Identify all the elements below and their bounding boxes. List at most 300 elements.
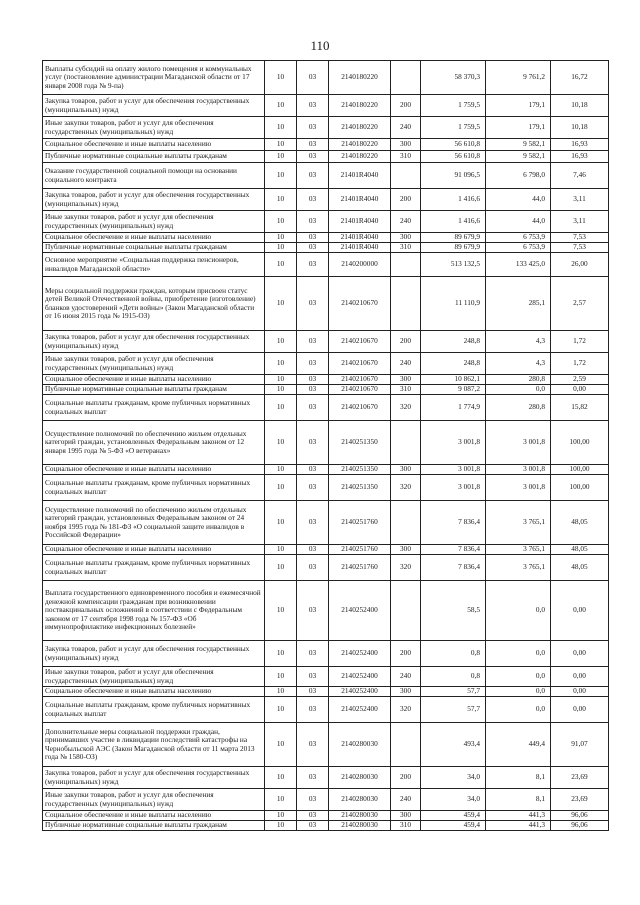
row-expense-type-code: 240 bbox=[391, 667, 421, 687]
table-row bbox=[43, 821, 609, 831]
row-planned-amount: 10 862,1 bbox=[421, 375, 486, 385]
row-expense-type-code bbox=[391, 163, 421, 189]
row-expense-type-code: 240 bbox=[391, 789, 421, 811]
row-section-code: 10 bbox=[265, 555, 297, 581]
row-description: Оказание государственной социальной помощи на основании социального контракта bbox=[43, 163, 265, 189]
row-section-code: 10 bbox=[265, 501, 297, 545]
row-actual-amount: 179,1 bbox=[486, 95, 551, 117]
row-description: Социальные выплаты гражданам, кроме публичных нормативных социальных выплат bbox=[43, 555, 265, 581]
row-planned-amount: 1 759,5 bbox=[421, 95, 486, 117]
row-planned-amount: 493,4 bbox=[421, 723, 486, 767]
row-actual-amount: 280,8 bbox=[486, 375, 551, 385]
row-expense-type-code: 240 bbox=[391, 211, 421, 233]
row-actual-amount: 4,3 bbox=[486, 353, 551, 375]
row-subsection-code: 03 bbox=[297, 61, 329, 95]
row-target-article-code: 2140180220 bbox=[329, 95, 391, 117]
row-actual-amount: 8,1 bbox=[486, 767, 551, 789]
row-target-article-code: 2140252400 bbox=[329, 687, 391, 697]
table-row bbox=[43, 465, 609, 475]
row-target-article-code: 2140252400 bbox=[329, 581, 391, 641]
row-execution-percent: 16,93 bbox=[551, 151, 609, 163]
row-target-article-code: 2140210670 bbox=[329, 353, 391, 375]
table-row bbox=[43, 641, 609, 667]
row-execution-percent: 0,00 bbox=[551, 667, 609, 687]
table-row bbox=[43, 723, 609, 767]
row-target-article-code: 2140280030 bbox=[329, 767, 391, 789]
row-expense-type-code: 320 bbox=[391, 555, 421, 581]
row-target-article-code: 2140200000 bbox=[329, 253, 391, 277]
row-execution-percent: 2,59 bbox=[551, 375, 609, 385]
row-target-article-code: 2140280030 bbox=[329, 723, 391, 767]
row-planned-amount: 7 836,4 bbox=[421, 545, 486, 555]
row-section-code: 10 bbox=[265, 253, 297, 277]
row-section-code: 10 bbox=[265, 545, 297, 555]
row-actual-amount: 0,0 bbox=[486, 667, 551, 687]
row-planned-amount: 459,4 bbox=[421, 821, 486, 831]
row-actual-amount: 3 001,8 bbox=[486, 475, 551, 501]
row-planned-amount: 57,7 bbox=[421, 697, 486, 723]
row-target-article-code: 2140210670 bbox=[329, 277, 391, 331]
row-subsection-code: 03 bbox=[297, 723, 329, 767]
row-planned-amount: 7 836,4 bbox=[421, 555, 486, 581]
row-subsection-code: 03 bbox=[297, 233, 329, 243]
row-subsection-code: 03 bbox=[297, 151, 329, 163]
table-row bbox=[43, 95, 609, 117]
row-description: Закупка товаров, работ и услуг для обеспечения государственных (муниципальных) нужд bbox=[43, 189, 265, 211]
row-execution-percent: 3,11 bbox=[551, 211, 609, 233]
row-planned-amount: 58,5 bbox=[421, 581, 486, 641]
row-expense-type-code: 200 bbox=[391, 189, 421, 211]
row-execution-percent: 3,11 bbox=[551, 189, 609, 211]
row-target-article-code: 2140280030 bbox=[329, 811, 391, 821]
row-subsection-code: 03 bbox=[297, 211, 329, 233]
row-execution-percent: 16,72 bbox=[551, 61, 609, 95]
row-subsection-code: 03 bbox=[297, 353, 329, 375]
budget-table-body bbox=[43, 61, 609, 831]
row-section-code: 10 bbox=[265, 61, 297, 95]
row-expense-type-code bbox=[391, 421, 421, 465]
row-execution-percent: 0,00 bbox=[551, 641, 609, 667]
row-actual-amount: 449,4 bbox=[486, 723, 551, 767]
row-description: Социальное обеспечение и иные выплаты населению bbox=[43, 811, 265, 821]
table-row bbox=[43, 697, 609, 723]
row-execution-percent: 7,46 bbox=[551, 163, 609, 189]
row-description: Меры социальной поддержки граждан, которым присвоен статус детей Великой Отечественной войны, приобретение (изготовление) бланков удостоверений «Дети войны» (Закон Магаданской области от 16 июня 2015 года № 1915-ОЗ) bbox=[43, 277, 265, 331]
row-subsection-code: 03 bbox=[297, 395, 329, 421]
table-row bbox=[43, 253, 609, 277]
row-subsection-code: 03 bbox=[297, 581, 329, 641]
row-target-article-code: 2140251760 bbox=[329, 501, 391, 545]
row-planned-amount: 34,0 bbox=[421, 789, 486, 811]
row-execution-percent: 96,06 bbox=[551, 811, 609, 821]
row-execution-percent: 2,57 bbox=[551, 277, 609, 331]
row-planned-amount: 1 774,9 bbox=[421, 395, 486, 421]
row-description: Публичные нормативные социальные выплаты гражданам bbox=[43, 243, 265, 253]
row-expense-type-code: 300 bbox=[391, 811, 421, 821]
row-execution-percent: 23,69 bbox=[551, 789, 609, 811]
row-description: Социальное обеспечение и иные выплаты населению bbox=[43, 375, 265, 385]
row-target-article-code: 2140180220 bbox=[329, 151, 391, 163]
row-section-code: 10 bbox=[265, 385, 297, 395]
row-target-article-code: 2140251350 bbox=[329, 421, 391, 465]
row-description: Социальное обеспечение и иные выплаты населению bbox=[43, 687, 265, 697]
row-section-code: 10 bbox=[265, 117, 297, 139]
row-subsection-code: 03 bbox=[297, 821, 329, 831]
row-section-code: 10 bbox=[265, 163, 297, 189]
row-description: Иные закупки товаров, работ и услуг для обеспечения государственных (муниципальных) нужд bbox=[43, 211, 265, 233]
page-number: 110 bbox=[310, 38, 330, 53]
row-expense-type-code bbox=[391, 61, 421, 95]
table-row bbox=[43, 189, 609, 211]
row-target-article-code: 2140180220 bbox=[329, 139, 391, 151]
row-subsection-code: 03 bbox=[297, 697, 329, 723]
row-planned-amount: 513 132,5 bbox=[421, 253, 486, 277]
table-row bbox=[43, 211, 609, 233]
table-row bbox=[43, 331, 609, 353]
row-planned-amount: 9 087,2 bbox=[421, 385, 486, 395]
row-description: Закупка товаров, работ и услуг для обеспечения государственных (муниципальных) нужд bbox=[43, 331, 265, 353]
table-row bbox=[43, 163, 609, 189]
table-row bbox=[43, 233, 609, 243]
budget-table bbox=[42, 60, 609, 831]
row-expense-type-code: 200 bbox=[391, 641, 421, 667]
row-actual-amount: 6 753,9 bbox=[486, 233, 551, 243]
row-description: Осуществление полномочий по обеспечению жильем отдельных категорий граждан, установленных Федеральным законом от 12 января 1995 года № 5-ФЗ «О ветеранах» bbox=[43, 421, 265, 465]
row-description: Социальные выплаты гражданам, кроме публичных нормативных социальных выплат bbox=[43, 697, 265, 723]
row-section-code: 10 bbox=[265, 277, 297, 331]
row-expense-type-code bbox=[391, 501, 421, 545]
row-actual-amount: 0,0 bbox=[486, 385, 551, 395]
table-row bbox=[43, 555, 609, 581]
row-subsection-code: 03 bbox=[297, 331, 329, 353]
row-planned-amount: 0,8 bbox=[421, 641, 486, 667]
row-execution-percent: 23,69 bbox=[551, 767, 609, 789]
row-subsection-code: 03 bbox=[297, 789, 329, 811]
row-actual-amount: 0,0 bbox=[486, 687, 551, 697]
table-row bbox=[43, 789, 609, 811]
row-expense-type-code bbox=[391, 723, 421, 767]
row-planned-amount: 1 416,6 bbox=[421, 211, 486, 233]
row-execution-percent: 16,93 bbox=[551, 139, 609, 151]
row-description: Публичные нормативные социальные выплаты гражданам bbox=[43, 151, 265, 163]
row-target-article-code: 2140280030 bbox=[329, 821, 391, 831]
row-subsection-code: 03 bbox=[297, 501, 329, 545]
row-section-code: 10 bbox=[265, 375, 297, 385]
row-expense-type-code: 300 bbox=[391, 687, 421, 697]
row-expense-type-code: 300 bbox=[391, 375, 421, 385]
row-planned-amount: 91 096,5 bbox=[421, 163, 486, 189]
row-planned-amount: 3 001,8 bbox=[421, 421, 486, 465]
row-target-article-code: 21401R4040 bbox=[329, 189, 391, 211]
row-target-article-code: 2140180220 bbox=[329, 61, 391, 95]
row-planned-amount: 7 836,4 bbox=[421, 501, 486, 545]
row-expense-type-code: 200 bbox=[391, 95, 421, 117]
row-execution-percent: 10,18 bbox=[551, 95, 609, 117]
row-section-code: 10 bbox=[265, 581, 297, 641]
row-actual-amount: 9 582,1 bbox=[486, 151, 551, 163]
row-expense-type-code: 310 bbox=[391, 151, 421, 163]
row-actual-amount: 6 753,9 bbox=[486, 243, 551, 253]
row-planned-amount: 459,4 bbox=[421, 811, 486, 821]
row-description: Публичные нормативные социальные выплаты гражданам bbox=[43, 385, 265, 395]
row-execution-percent: 100,00 bbox=[551, 475, 609, 501]
row-target-article-code: 2140210670 bbox=[329, 385, 391, 395]
row-target-article-code: 21401R4040 bbox=[329, 243, 391, 253]
row-execution-percent: 0,00 bbox=[551, 385, 609, 395]
row-target-article-code: 2140251760 bbox=[329, 545, 391, 555]
row-actual-amount: 0,0 bbox=[486, 641, 551, 667]
row-actual-amount: 280,8 bbox=[486, 395, 551, 421]
row-execution-percent: 48,05 bbox=[551, 545, 609, 555]
row-subsection-code: 03 bbox=[297, 687, 329, 697]
row-description: Осуществление полномочий по обеспечению жильем отдельных категорий граждан, установленных Федеральным законом от 24 ноября 1995 года № 181-ФЗ «О социальной защите инвалидов в Российской Федерации» bbox=[43, 501, 265, 545]
row-section-code: 10 bbox=[265, 821, 297, 831]
row-section-code: 10 bbox=[265, 353, 297, 375]
row-description: Иные закупки товаров, работ и услуг для обеспечения государственных (муниципальных) нужд bbox=[43, 789, 265, 811]
row-actual-amount: 3 765,1 bbox=[486, 545, 551, 555]
row-execution-percent: 91,07 bbox=[551, 723, 609, 767]
row-actual-amount: 133 425,0 bbox=[486, 253, 551, 277]
row-description: Иные закупки товаров, работ и услуг для обеспечения государственных (муниципальных) нужд bbox=[43, 353, 265, 375]
row-expense-type-code: 300 bbox=[391, 545, 421, 555]
row-description: Закупка товаров, работ и услуг для обеспечения государственных (муниципальных) нужд bbox=[43, 767, 265, 789]
row-section-code: 10 bbox=[265, 331, 297, 353]
row-planned-amount: 56 610,8 bbox=[421, 151, 486, 163]
row-execution-percent: 7,53 bbox=[551, 243, 609, 253]
row-description: Выплаты субсидий на оплату жилого помещения и коммунальных услуг (постановление администрации Магаданской области от 17 января 2008 года № 9-па) bbox=[43, 61, 265, 95]
table-row bbox=[43, 667, 609, 687]
row-target-article-code: 2140251350 bbox=[329, 465, 391, 475]
row-actual-amount: 0,0 bbox=[486, 697, 551, 723]
row-subsection-code: 03 bbox=[297, 163, 329, 189]
table-row bbox=[43, 581, 609, 641]
row-section-code: 10 bbox=[265, 811, 297, 821]
row-planned-amount: 1 759,5 bbox=[421, 117, 486, 139]
row-planned-amount: 1 416,6 bbox=[421, 189, 486, 211]
table-row bbox=[43, 475, 609, 501]
row-subsection-code: 03 bbox=[297, 667, 329, 687]
row-section-code: 10 bbox=[265, 697, 297, 723]
row-actual-amount: 3 765,1 bbox=[486, 555, 551, 581]
row-subsection-code: 03 bbox=[297, 253, 329, 277]
row-subsection-code: 03 bbox=[297, 545, 329, 555]
row-planned-amount: 3 001,8 bbox=[421, 475, 486, 501]
table-row bbox=[43, 117, 609, 139]
row-section-code: 10 bbox=[265, 475, 297, 501]
table-row bbox=[43, 687, 609, 697]
row-section-code: 10 bbox=[265, 421, 297, 465]
row-subsection-code: 03 bbox=[297, 811, 329, 821]
row-execution-percent: 1,72 bbox=[551, 331, 609, 353]
row-planned-amount: 3 001,8 bbox=[421, 465, 486, 475]
row-description: Социальное обеспечение и иные выплаты населению bbox=[43, 233, 265, 243]
row-actual-amount: 285,1 bbox=[486, 277, 551, 331]
row-expense-type-code: 200 bbox=[391, 767, 421, 789]
row-target-article-code: 2140210670 bbox=[329, 395, 391, 421]
row-subsection-code: 03 bbox=[297, 139, 329, 151]
table-row bbox=[43, 421, 609, 465]
row-description: Основное мероприятие «Социальная поддержка пенсионеров, инвалидов Магаданской области» bbox=[43, 253, 265, 277]
row-planned-amount: 11 110,9 bbox=[421, 277, 486, 331]
row-target-article-code: 2140252400 bbox=[329, 641, 391, 667]
row-execution-percent: 0,00 bbox=[551, 581, 609, 641]
row-expense-type-code: 320 bbox=[391, 475, 421, 501]
row-description: Социальные выплаты гражданам, кроме публичных нормативных социальных выплат bbox=[43, 475, 265, 501]
table-row bbox=[43, 767, 609, 789]
row-expense-type-code: 240 bbox=[391, 353, 421, 375]
table-row bbox=[43, 243, 609, 253]
row-planned-amount: 56 610,8 bbox=[421, 139, 486, 151]
table-row bbox=[43, 385, 609, 395]
row-subsection-code: 03 bbox=[297, 277, 329, 331]
row-section-code: 10 bbox=[265, 789, 297, 811]
row-section-code: 10 bbox=[265, 139, 297, 151]
row-expense-type-code bbox=[391, 253, 421, 277]
row-target-article-code: 2140210670 bbox=[329, 331, 391, 353]
row-planned-amount: 89 679,9 bbox=[421, 233, 486, 243]
row-subsection-code: 03 bbox=[297, 475, 329, 501]
row-planned-amount: 34,0 bbox=[421, 767, 486, 789]
row-section-code: 10 bbox=[265, 243, 297, 253]
row-description: Социальное обеспечение и иные выплаты населению bbox=[43, 545, 265, 555]
table-row bbox=[43, 353, 609, 375]
row-subsection-code: 03 bbox=[297, 465, 329, 475]
row-actual-amount: 9 761,2 bbox=[486, 61, 551, 95]
row-section-code: 10 bbox=[265, 211, 297, 233]
row-target-article-code: 21401R4040 bbox=[329, 163, 391, 189]
row-actual-amount: 8,1 bbox=[486, 789, 551, 811]
row-description: Социальное обеспечение и иные выплаты населению bbox=[43, 465, 265, 475]
row-target-article-code: 2140251350 bbox=[329, 475, 391, 501]
row-execution-percent: 10,18 bbox=[551, 117, 609, 139]
row-description: Иные закупки товаров, работ и услуг для обеспечения государственных (муниципальных) нужд bbox=[43, 667, 265, 687]
row-execution-percent: 0,00 bbox=[551, 697, 609, 723]
row-target-article-code: 2140180220 bbox=[329, 117, 391, 139]
row-description: Социальные выплаты гражданам, кроме публичных нормативных социальных выплат bbox=[43, 395, 265, 421]
row-subsection-code: 03 bbox=[297, 189, 329, 211]
row-target-article-code: 2140252400 bbox=[329, 667, 391, 687]
row-execution-percent: 96,06 bbox=[551, 821, 609, 831]
row-description: Публичные нормативные социальные выплаты гражданам bbox=[43, 821, 265, 831]
row-expense-type-code: 300 bbox=[391, 139, 421, 151]
row-section-code: 10 bbox=[265, 233, 297, 243]
row-section-code: 10 bbox=[265, 687, 297, 697]
row-actual-amount: 3 001,8 bbox=[486, 465, 551, 475]
row-actual-amount: 3 001,8 bbox=[486, 421, 551, 465]
row-description: Дополнительные меры социальной поддержки граждан, принимавших участие в ликвидации последствий катастрофы на Чернобыльской АЭС (Закон Магаданской области от 11 марта 2013 года № 1580-ОЗ) bbox=[43, 723, 265, 767]
row-description: Социальное обеспечение и иные выплаты населению bbox=[43, 139, 265, 151]
row-expense-type-code: 310 bbox=[391, 243, 421, 253]
row-expense-type-code: 320 bbox=[391, 697, 421, 723]
row-subsection-code: 03 bbox=[297, 95, 329, 117]
table-row bbox=[43, 811, 609, 821]
row-actual-amount: 441,3 bbox=[486, 821, 551, 831]
row-section-code: 10 bbox=[265, 667, 297, 687]
table-row bbox=[43, 395, 609, 421]
row-expense-type-code: 320 bbox=[391, 395, 421, 421]
row-actual-amount: 4,3 bbox=[486, 331, 551, 353]
row-section-code: 10 bbox=[265, 641, 297, 667]
row-execution-percent: 48,05 bbox=[551, 501, 609, 545]
row-subsection-code: 03 bbox=[297, 385, 329, 395]
row-subsection-code: 03 bbox=[297, 375, 329, 385]
row-execution-percent: 100,00 bbox=[551, 421, 609, 465]
row-planned-amount: 0,8 bbox=[421, 667, 486, 687]
row-actual-amount: 44,0 bbox=[486, 189, 551, 211]
row-section-code: 10 bbox=[265, 465, 297, 475]
row-planned-amount: 57,7 bbox=[421, 687, 486, 697]
row-subsection-code: 03 bbox=[297, 641, 329, 667]
table-row bbox=[43, 277, 609, 331]
row-actual-amount: 441,3 bbox=[486, 811, 551, 821]
row-description: Выплата государственного единовременного пособия и ежемесячной денежной компенсации гражданам при возникновении поствакцинальных осложнений в соответствии с Федеральным законом от 17 сентября 1998 года № 157-ФЗ «Об иммунопрофилактике инфекционных болезней» bbox=[43, 581, 265, 641]
row-planned-amount: 248,8 bbox=[421, 353, 486, 375]
row-actual-amount: 3 765,1 bbox=[486, 501, 551, 545]
row-execution-percent: 0,00 bbox=[551, 687, 609, 697]
table-row bbox=[43, 139, 609, 151]
row-description: Закупка товаров, работ и услуг для обеспечения государственных (муниципальных) нужд bbox=[43, 95, 265, 117]
row-expense-type-code: 240 bbox=[391, 117, 421, 139]
row-subsection-code: 03 bbox=[297, 117, 329, 139]
row-description: Закупка товаров, работ и услуг для обеспечения государственных (муниципальных) нужд bbox=[43, 641, 265, 667]
table-row bbox=[43, 375, 609, 385]
row-actual-amount: 6 798,0 bbox=[486, 163, 551, 189]
row-section-code: 10 bbox=[265, 395, 297, 421]
table-row bbox=[43, 545, 609, 555]
row-execution-percent: 1,72 bbox=[551, 353, 609, 375]
row-target-article-code: 21401R4040 bbox=[329, 211, 391, 233]
row-actual-amount: 44,0 bbox=[486, 211, 551, 233]
row-execution-percent: 100,00 bbox=[551, 465, 609, 475]
row-expense-type-code bbox=[391, 277, 421, 331]
row-subsection-code: 03 bbox=[297, 243, 329, 253]
row-target-article-code: 2140210670 bbox=[329, 375, 391, 385]
row-description: Иные закупки товаров, работ и услуг для обеспечения государственных (муниципальных) нужд bbox=[43, 117, 265, 139]
table-row bbox=[43, 151, 609, 163]
row-expense-type-code: 200 bbox=[391, 331, 421, 353]
row-section-code: 10 bbox=[265, 189, 297, 211]
row-expense-type-code: 310 bbox=[391, 821, 421, 831]
table-row bbox=[43, 501, 609, 545]
row-execution-percent: 7,53 bbox=[551, 233, 609, 243]
row-section-code: 10 bbox=[265, 95, 297, 117]
row-target-article-code: 2140252400 bbox=[329, 697, 391, 723]
row-actual-amount: 179,1 bbox=[486, 117, 551, 139]
row-execution-percent: 15,82 bbox=[551, 395, 609, 421]
row-actual-amount: 9 582,1 bbox=[486, 139, 551, 151]
row-planned-amount: 58 370,3 bbox=[421, 61, 486, 95]
row-subsection-code: 03 bbox=[297, 555, 329, 581]
row-subsection-code: 03 bbox=[297, 421, 329, 465]
row-subsection-code: 03 bbox=[297, 767, 329, 789]
row-section-code: 10 bbox=[265, 723, 297, 767]
row-target-article-code: 2140280030 bbox=[329, 789, 391, 811]
row-expense-type-code: 300 bbox=[391, 465, 421, 475]
row-planned-amount: 248,8 bbox=[421, 331, 486, 353]
row-planned-amount: 89 679,9 bbox=[421, 243, 486, 253]
row-execution-percent: 48,05 bbox=[551, 555, 609, 581]
row-target-article-code: 2140251760 bbox=[329, 555, 391, 581]
row-execution-percent: 26,00 bbox=[551, 253, 609, 277]
row-actual-amount: 0,0 bbox=[486, 581, 551, 641]
row-expense-type-code bbox=[391, 581, 421, 641]
row-section-code: 10 bbox=[265, 151, 297, 163]
row-expense-type-code: 300 bbox=[391, 233, 421, 243]
table-row bbox=[43, 61, 609, 95]
row-expense-type-code: 310 bbox=[391, 385, 421, 395]
row-section-code: 10 bbox=[265, 767, 297, 789]
row-target-article-code: 21401R4040 bbox=[329, 233, 391, 243]
